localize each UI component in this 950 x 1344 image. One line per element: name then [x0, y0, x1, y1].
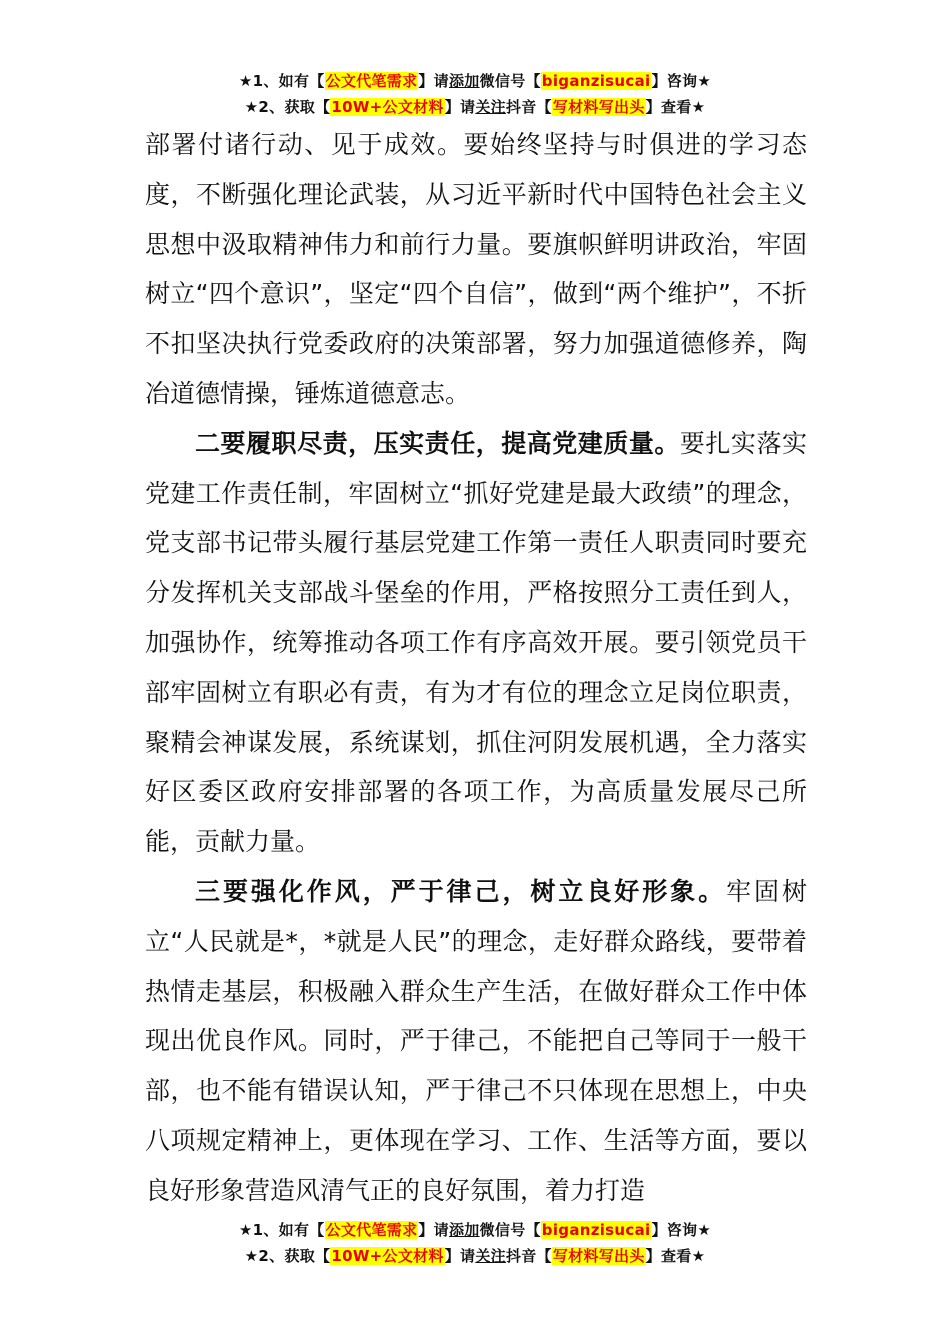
- banner-line-2: [0, 1243, 950, 1269]
- highlighted-text: 10W+公文材料: [331, 98, 444, 116]
- highlighted-wechat-id: biganzisucai: [541, 72, 651, 90]
- banner-text: 抖音【: [505, 1247, 552, 1265]
- banner-text: 】请: [444, 98, 476, 116]
- banner-text: ★1、如有【: [238, 72, 325, 90]
- paragraph-heading: 三要强化作风，严于律己，树立良好形象。: [195, 876, 727, 906]
- banner-text: 微信号【: [479, 1221, 541, 1239]
- banner-text: ★1、如有【: [238, 1221, 325, 1239]
- banner-text: 】查看★: [645, 1247, 706, 1265]
- paragraph-2: [145, 419, 807, 867]
- paragraph-text: 要扎实落实党建工作责任制，牢固树立“抓好党建是最大政绩”的理念，党支部书记带头履行基层党建工作第一责任人职责同时要充分发挥机关支部战斗堡垒的作用，严格按照分工责任到人，加强协作，统筹推动各项工作有序高效开展。要引领党员干部牢固树立有职必有责，有为才有位的理念立足岗位职责，聚精会神谋发展，系统谋划，抓住河阴发展机遇，全力落实好区委区政府安排部署的各项工作，为高质量发展尽己所能，贡献力量。: [145, 428, 807, 857]
- underlined-text: 关注: [475, 98, 506, 116]
- highlighted-text: 公文代笔需求: [325, 72, 418, 90]
- header-notice-banner: [0, 68, 950, 120]
- footer-notice-banner: [0, 1217, 950, 1269]
- banner-text: 】请: [444, 1247, 476, 1265]
- document-body: [145, 120, 807, 1216]
- highlighted-account-name: 写材料写出头: [552, 98, 645, 116]
- banner-text: 抖音【: [505, 98, 552, 116]
- highlighted-text: 公文代笔需求: [325, 1221, 418, 1239]
- highlighted-text: 10W+公文材料: [331, 1247, 444, 1265]
- banner-text: 】请: [418, 72, 449, 90]
- banner-text: 】请: [418, 1221, 449, 1239]
- paragraph-1: 部署付诸行动、见于成效。要始终坚持与时俱进的学习态度，不断强化理论武装，从习近平新时代中国特色社会主义思想中汲取精神伟力和前行力量。要旗帜鲜明讲政治，牢固树立“四个意识”，坚定“四个自信”，做到“两个维护”，不折不扣坚决执行党委政府的决策部署，努力加强道德修养，陶冶道德情操，锤炼道德意志。: [145, 130, 807, 408]
- underlined-text: 关注: [475, 1247, 506, 1265]
- underlined-text: 添加: [448, 72, 480, 90]
- paragraph-heading: 二要履职尽责，压实责任，提高党建质量。: [195, 428, 680, 458]
- banner-text: ★2、获取【: [244, 98, 331, 116]
- paragraph-text: 牢固树立“人民就是*，*就是人民”的理念，走好群众路线，要带着热情走基层，积极融入群众生产生活，在做好群众工作中体现出优良作风。同时，严于律己，不能把自己等同于一般干部，也不能有错误认知，严于律己不只体现在思想上，中央八项规定精神上，更体现在学习、工作、生活等方面，要以良好形象营造风清气正的良好氛围，着力打造: [145, 876, 807, 1205]
- banner-text: 微信号【: [479, 72, 541, 90]
- banner-line-1: [0, 68, 950, 94]
- banner-line-2: [0, 94, 950, 120]
- banner-text: ★2、获取【: [244, 1247, 331, 1265]
- highlighted-account-name: 写材料写出头: [552, 1247, 645, 1265]
- banner-text: 】咨询★: [651, 1221, 712, 1239]
- highlighted-wechat-id: biganzisucai: [541, 1221, 651, 1239]
- underlined-text: 添加: [448, 1221, 480, 1239]
- banner-text: 】查看★: [645, 98, 706, 116]
- banner-line-1: [0, 1217, 950, 1243]
- paragraph-3: [145, 867, 807, 1216]
- banner-text: 】咨询★: [651, 72, 712, 90]
